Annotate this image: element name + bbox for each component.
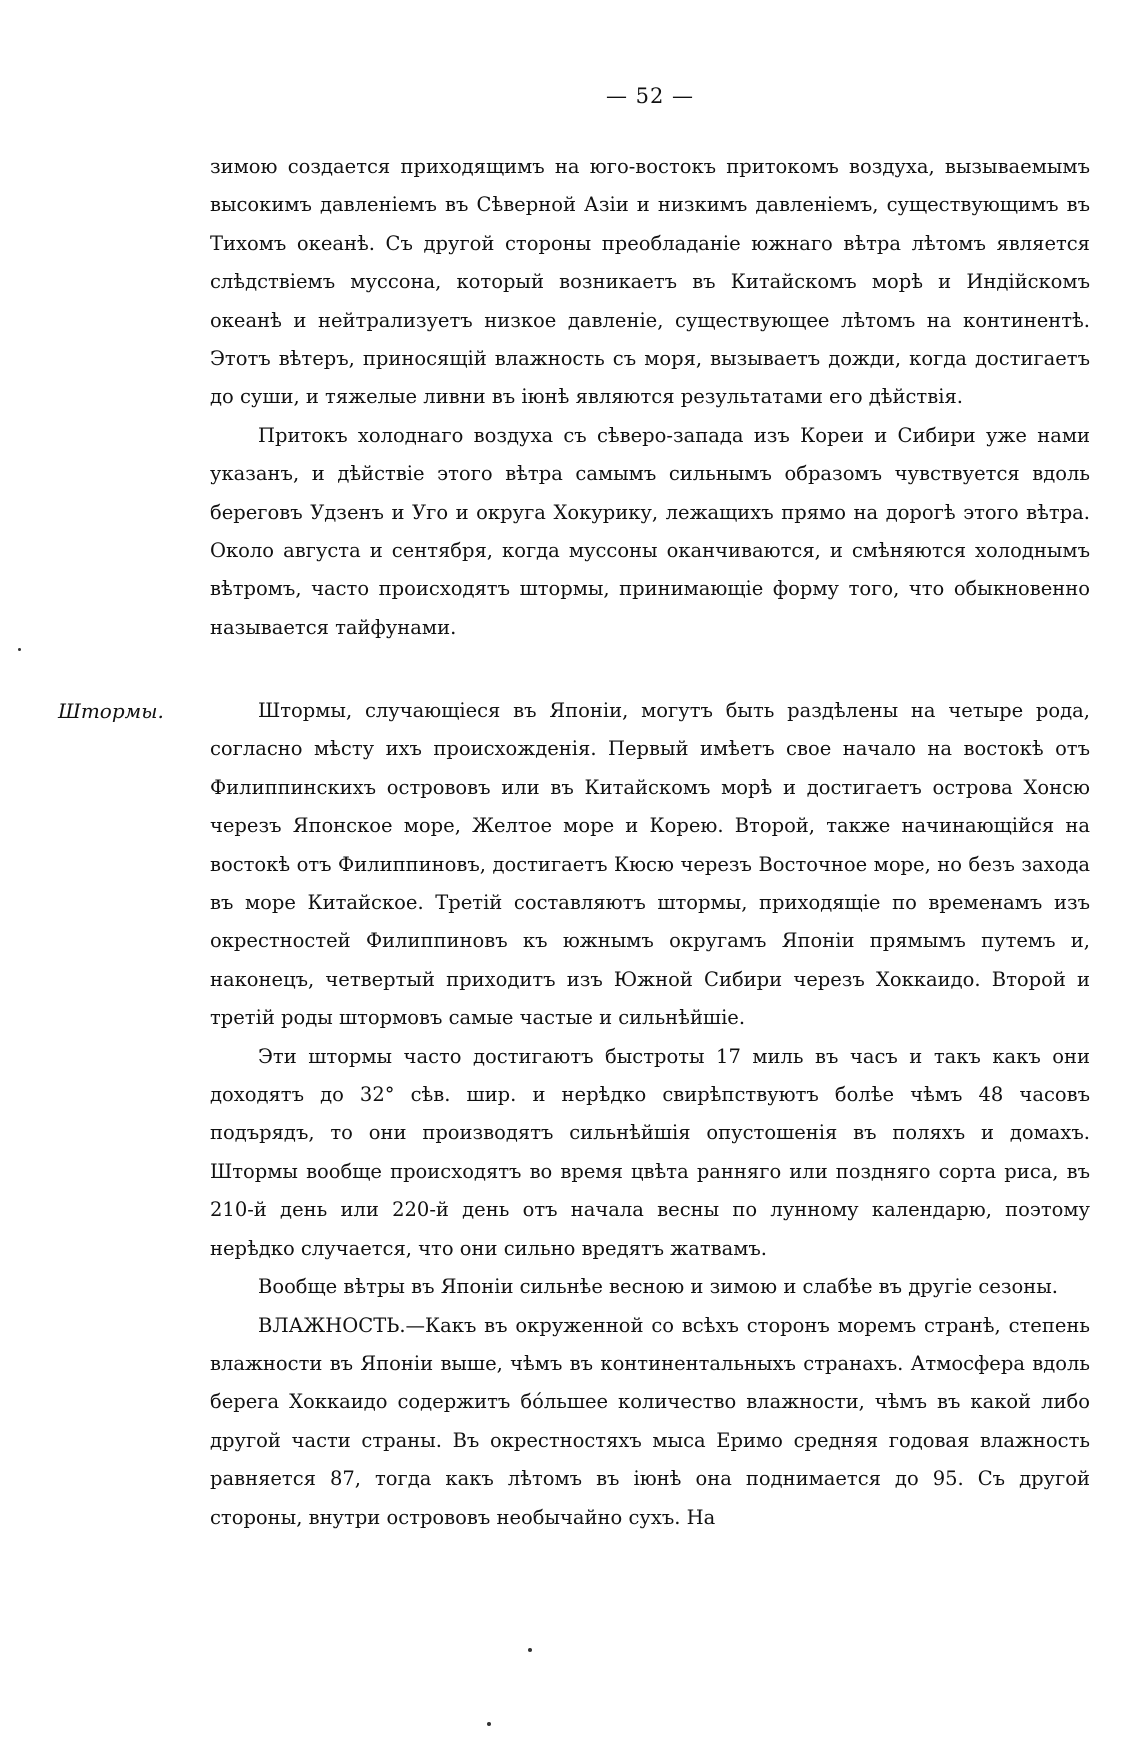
paragraph-continued: зимою создается приходящимъ на юго-востокъ притокомъ воздуха, вызываемымъ высокимъ давленіемъ въ Сѣверной Азіи и низкимъ давленіемъ, существующимъ въ Тихомъ океанѣ. Съ другой стороны преобладаніе южнаго вѣтра лѣтомъ является слѣдствіемъ муссона, который возникаетъ въ Китайскомъ морѣ и Индійскомъ океанѣ и нейтрализуетъ низкое давленіе, существующее лѣтомъ на континентѣ. Этотъ вѣтеръ, приносящій влажность съ моря, вызываетъ дожди, когда достигаетъ до суши, и тяжелые ливни въ іюнѣ являются результатами его дѣйствія.: [210, 155, 1090, 409]
text-block-storms: [210, 692, 1090, 1537]
margin-note-storms: Штормы.: [58, 699, 164, 723]
page-number: — 52 —: [605, 84, 695, 108]
scan-speck: [18, 648, 21, 651]
paragraph-cold-air: Притокъ холоднаго воздуха съ сѣверо-запада изъ Кореи и Сибири уже нами указанъ, и дѣйствіе этого вѣтра самымъ сильнымъ образомъ чувствуется вдоль береговъ Удзенъ и Уго и округа Хокурику, лежащихъ прямо на дорогѣ этого вѣтра. Около августа и сентября, когда муссоны оканчиваются, и смѣняются холоднымъ вѣтромъ, часто происходятъ штормы, принимающіе форму того, что обыкновенно называется тайфунами.: [210, 423, 1090, 639]
scan-speck: [528, 1648, 532, 1652]
paragraph-humidity: ВЛАЖНОСТЬ.—Какъ въ окруженной со всѣхъ сторонъ моремъ странѣ, степень влажности въ Японіи выше, чѣмъ въ континентальныхъ странахъ. Атмосфера вдоль берега Хоккаидо содержитъ бóльшее количество влажности, чѣмъ въ какой либо другой части страны. Въ окрестностяхъ мыса Еримо средняя годовая влажность равняется 87, тогда какъ лѣтомъ въ іюнѣ она поднимается до 95. Съ другой стороны, внутри острововъ необычайно сухъ. На: [210, 1313, 1090, 1529]
paragraph-storm-types: Штормы, случающіеся въ Японіи, могутъ быть раздѣлены на четыре рода, согласно мѣсту ихъ происхожденія. Первый имѣетъ свое начало на востокѣ отъ Филиппинскихъ острововъ или въ Китайскомъ морѣ и достигаетъ острова Хонсю черезъ Японское море, Желтое море и Корею. Второй, также начинающійся на востокѣ отъ Филиппиновъ, достигаетъ Кюсю черезъ Восточное море, но безъ захода въ море Китайское. Третій составляютъ штормы, приходящіе по временамъ изъ окрестностей Филиппиновъ къ южнымъ округамъ Японіи прямымъ путемъ и, наконецъ, четвертый приходитъ изъ Южной Сибири черезъ Хоккаидо. Второй и третій роды штормовъ самые частые и сильнѣйшіе.: [210, 699, 1090, 1030]
scan-speck: [487, 1722, 491, 1726]
text-block-top: [210, 148, 1090, 647]
paragraph-winds-seasons: Вообще вѣтры въ Японіи сильнѣе весною и зимою и слабѣе въ другіе сезоны.: [258, 1275, 1058, 1299]
paragraph-storm-speed: Эти штормы часто достигаютъ быстроты 17 миль въ часъ и такъ какъ они доходятъ до 32° сѣв. шир. и нерѣдко свирѣпствуютъ болѣе чѣмъ 48 часовъ подърядъ, то они производятъ сильнѣйшія опустошенія въ поляхъ и домахъ. Штормы вообще происходятъ во время цвѣта ранняго или поздняго сорта риса, въ 210-й день или 220-й день отъ начала весны по лунному календарю, поэтому нерѣдко случается, что они сильно вредятъ жатвамъ.: [210, 1044, 1090, 1260]
